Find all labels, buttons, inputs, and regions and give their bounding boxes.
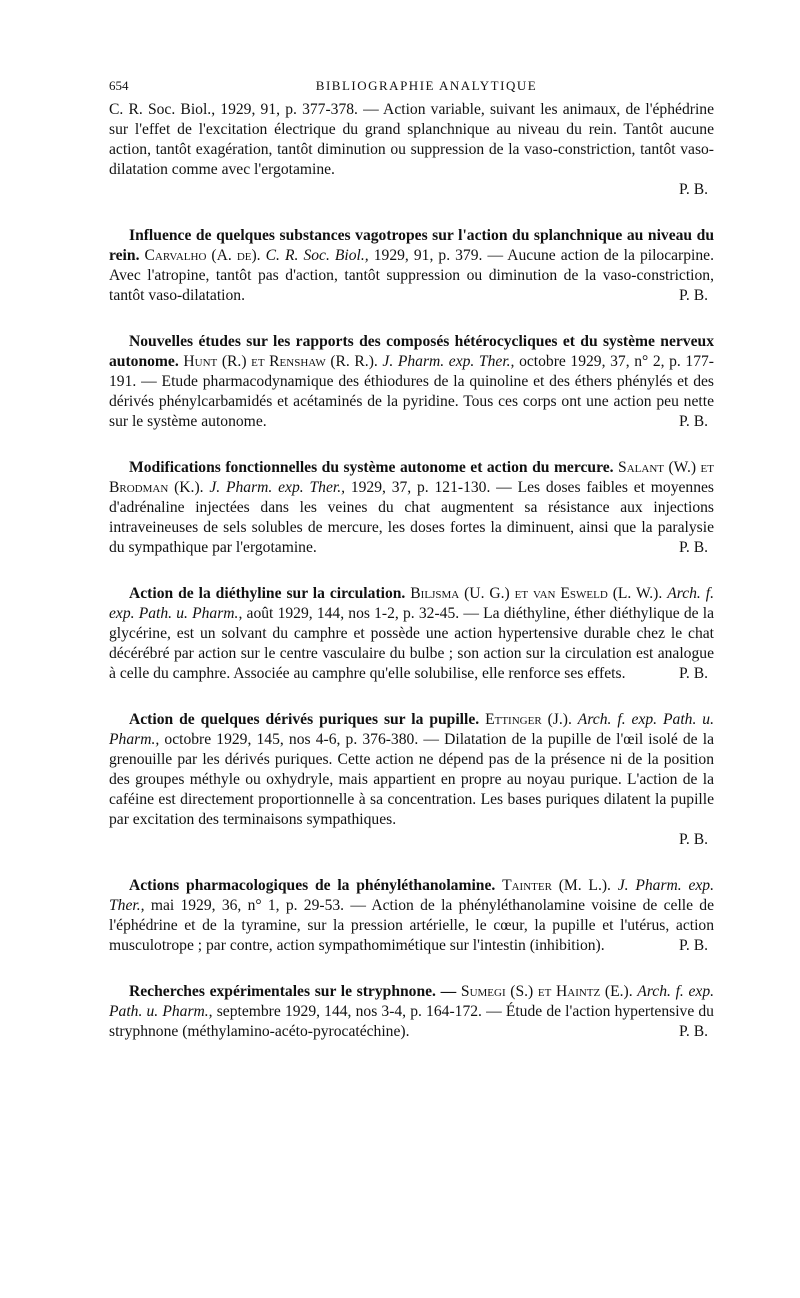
entry-signature: P. B.: [678, 539, 708, 556]
entry-title: Actions pharmacologiques de la phényléthanolamine.: [129, 877, 496, 894]
entry-abstract: Étude de l'action hypertensive du stryphnone (méthylamino-acéto-pyrocatéchine).: [109, 1003, 714, 1040]
entry-authors: Hunt (R.) et Renshaw (R. R.).: [183, 353, 378, 370]
entry-abstract: Etude pharmacodynamique des éthiodures de la quinoline et des éthers phénylés et des dérivés phénylcarbamidés et acétaminés de la pyridine. Tous ces corps ont une action peu nette sur le système autonome.: [109, 373, 714, 430]
entry-journal: J. Pharm. exp. Ther.,: [209, 479, 345, 496]
entry-abstract: Aucune action de la pilocarpine. Avec l'atropine, tantôt pas d'action, tantôt suppression ou diminution de la vaso-constriction, tantôt vaso-dilatation.: [109, 247, 714, 304]
entry-journal: C. R. Soc. Biol.,: [265, 247, 369, 264]
entry-title: Influence de quelques substances vagotropes sur l'action du splanchnique au niveau du rein.: [109, 227, 714, 264]
entry-title: Recherches expérimentales sur le stryphnone. —: [129, 983, 457, 1000]
entry-authors: Tainter (M. L.).: [502, 877, 611, 894]
entry-citation: septembre 1929, 144, nos 3-4, p. 164-172. —: [216, 1003, 502, 1020]
entry-abstract: Action de la phényléthanolamine voisine de celle de l'éphédrine et de la tyramine, sur la pression artérielle, le cœur, la pupille et l'utérus, action musculotrope ; par contre, action sympathomimétique sur l'intestin (inhibition).: [109, 897, 715, 954]
entry-authors: Sumegi (S.) et Haintz (E.).: [460, 983, 633, 1000]
entry-authors: Salant (W.) et Brodman (K.).: [109, 459, 714, 496]
entry-signature: P. B.: [678, 413, 708, 430]
entry-continuation: [109, 100, 714, 200]
bibliography-entry: [109, 876, 714, 956]
entry-abstract: Dilatation de la pupille de l'œil isolé de la grenouille par les dérivés puriques. Cette action ne dépend pas de la présence ni de la position des groupes méthyle ou oxhydryle, mais appartient en propre au noyau purique. L'action de la caféine est directement proportionnelle à sa concentration. Les bases puriques dilatent la pupille par excitation des terminaisons sympathiques.: [109, 731, 714, 828]
entry-signature: P. B.: [678, 665, 708, 682]
bibliography-entry: [109, 982, 714, 1042]
bibliography-entry: [109, 710, 714, 850]
entry-text: C. R. Soc. Biol., 1929, 91, p. 377-378. — Action variable, suivant les animaux, de l'éphédrine sur l'effet de l'excitation électrique du grand splanchnique au niveau du rein. Tantôt aucune action, tantôt exagération, tantôt diminution ou suppression de la vaso-constriction, tantôt vaso-dilatation comme avec l'ergotamine.: [109, 101, 714, 178]
running-title: BIBLIOGRAPHIE ANALYTIQUE: [315, 78, 538, 93]
entry-authors: Biljsma (U. G.) et van Esweld (L. W.).: [410, 585, 663, 602]
entry-authors: Ettinger (J.).: [485, 711, 572, 728]
entry-abstract: Les doses faibles et moyennes d'adrénaline injectées dans les veines du chat augmentent sa résistance aux injections intraveineuses de sels solubles de mercure, les doses fortes la diminuent, ainsi que la paralysie du sympathique par l'ergotamine.: [109, 479, 714, 556]
entry-abstract: La diéthyline, éther diéthylique de la glycérine, est un solvant du camphre et possède une action hypertensive durable chez le chat décérébré par action sur le centre vasculaire du bulbe ; son action sur la circulation est analogue à celle du camphre. Associée au camphre qu'elle solubilise, elle renforce ses effets.: [109, 605, 714, 682]
entry-title: Action de quelques dérivés puriques sur la pupille.: [129, 711, 480, 728]
entry-signature: P. B.: [678, 831, 708, 848]
entry-signature: P. B.: [678, 287, 708, 304]
page: [109, 78, 714, 1042]
entry-journal: Arch. f. exp. Path. u. Pharm.,: [109, 585, 714, 622]
entry-signature: P. B.: [678, 937, 708, 954]
entry-signature: P. B.: [678, 181, 708, 198]
entry-journal: Arch. f. exp. Path. u. Pharm.,: [109, 983, 715, 1020]
entry-citation: août 1929, 144, nos 1-2, p. 32-45. —: [246, 605, 479, 622]
entry-citation: octobre 1929, 37, n° 2, p. 177-191. —: [109, 353, 714, 390]
entry-citation: mai 1929, 36, n° 1, p. 29-53. —: [150, 897, 366, 914]
entry-journal: Arch. f. exp. Path. u. Pharm.,: [109, 711, 714, 748]
entry-citation: octobre 1929, 145, nos 4-6, p. 376-380. —: [164, 731, 439, 748]
running-head: [109, 78, 714, 100]
entry-title: Action de la diéthyline sur la circulation.: [129, 585, 406, 602]
entry-journal: J. Pharm. exp. Ther.,: [382, 353, 515, 370]
bibliography-entry: [109, 332, 714, 432]
entry-citation: 1929, 37, p. 121-130. —: [350, 479, 512, 496]
entry-authors: Carvalho (A. de).: [144, 247, 261, 264]
entry-title: Nouvelles études sur les rapports des composés hétérocycliques et du système nerveux autonome.: [109, 333, 714, 370]
entry-signature: P. B.: [678, 1023, 708, 1040]
bibliography-entry: [109, 458, 714, 558]
bibliography-entry: [109, 226, 714, 306]
entry-citation: 1929, 91, p. 379. —: [373, 247, 504, 264]
bibliography-entry: [109, 584, 714, 684]
page-number: 654: [109, 78, 129, 93]
entry-title: Modifications fonctionnelles du système autonome et action du mercure.: [129, 459, 614, 476]
entry-journal: J. Pharm. exp. Ther.,: [109, 877, 714, 914]
